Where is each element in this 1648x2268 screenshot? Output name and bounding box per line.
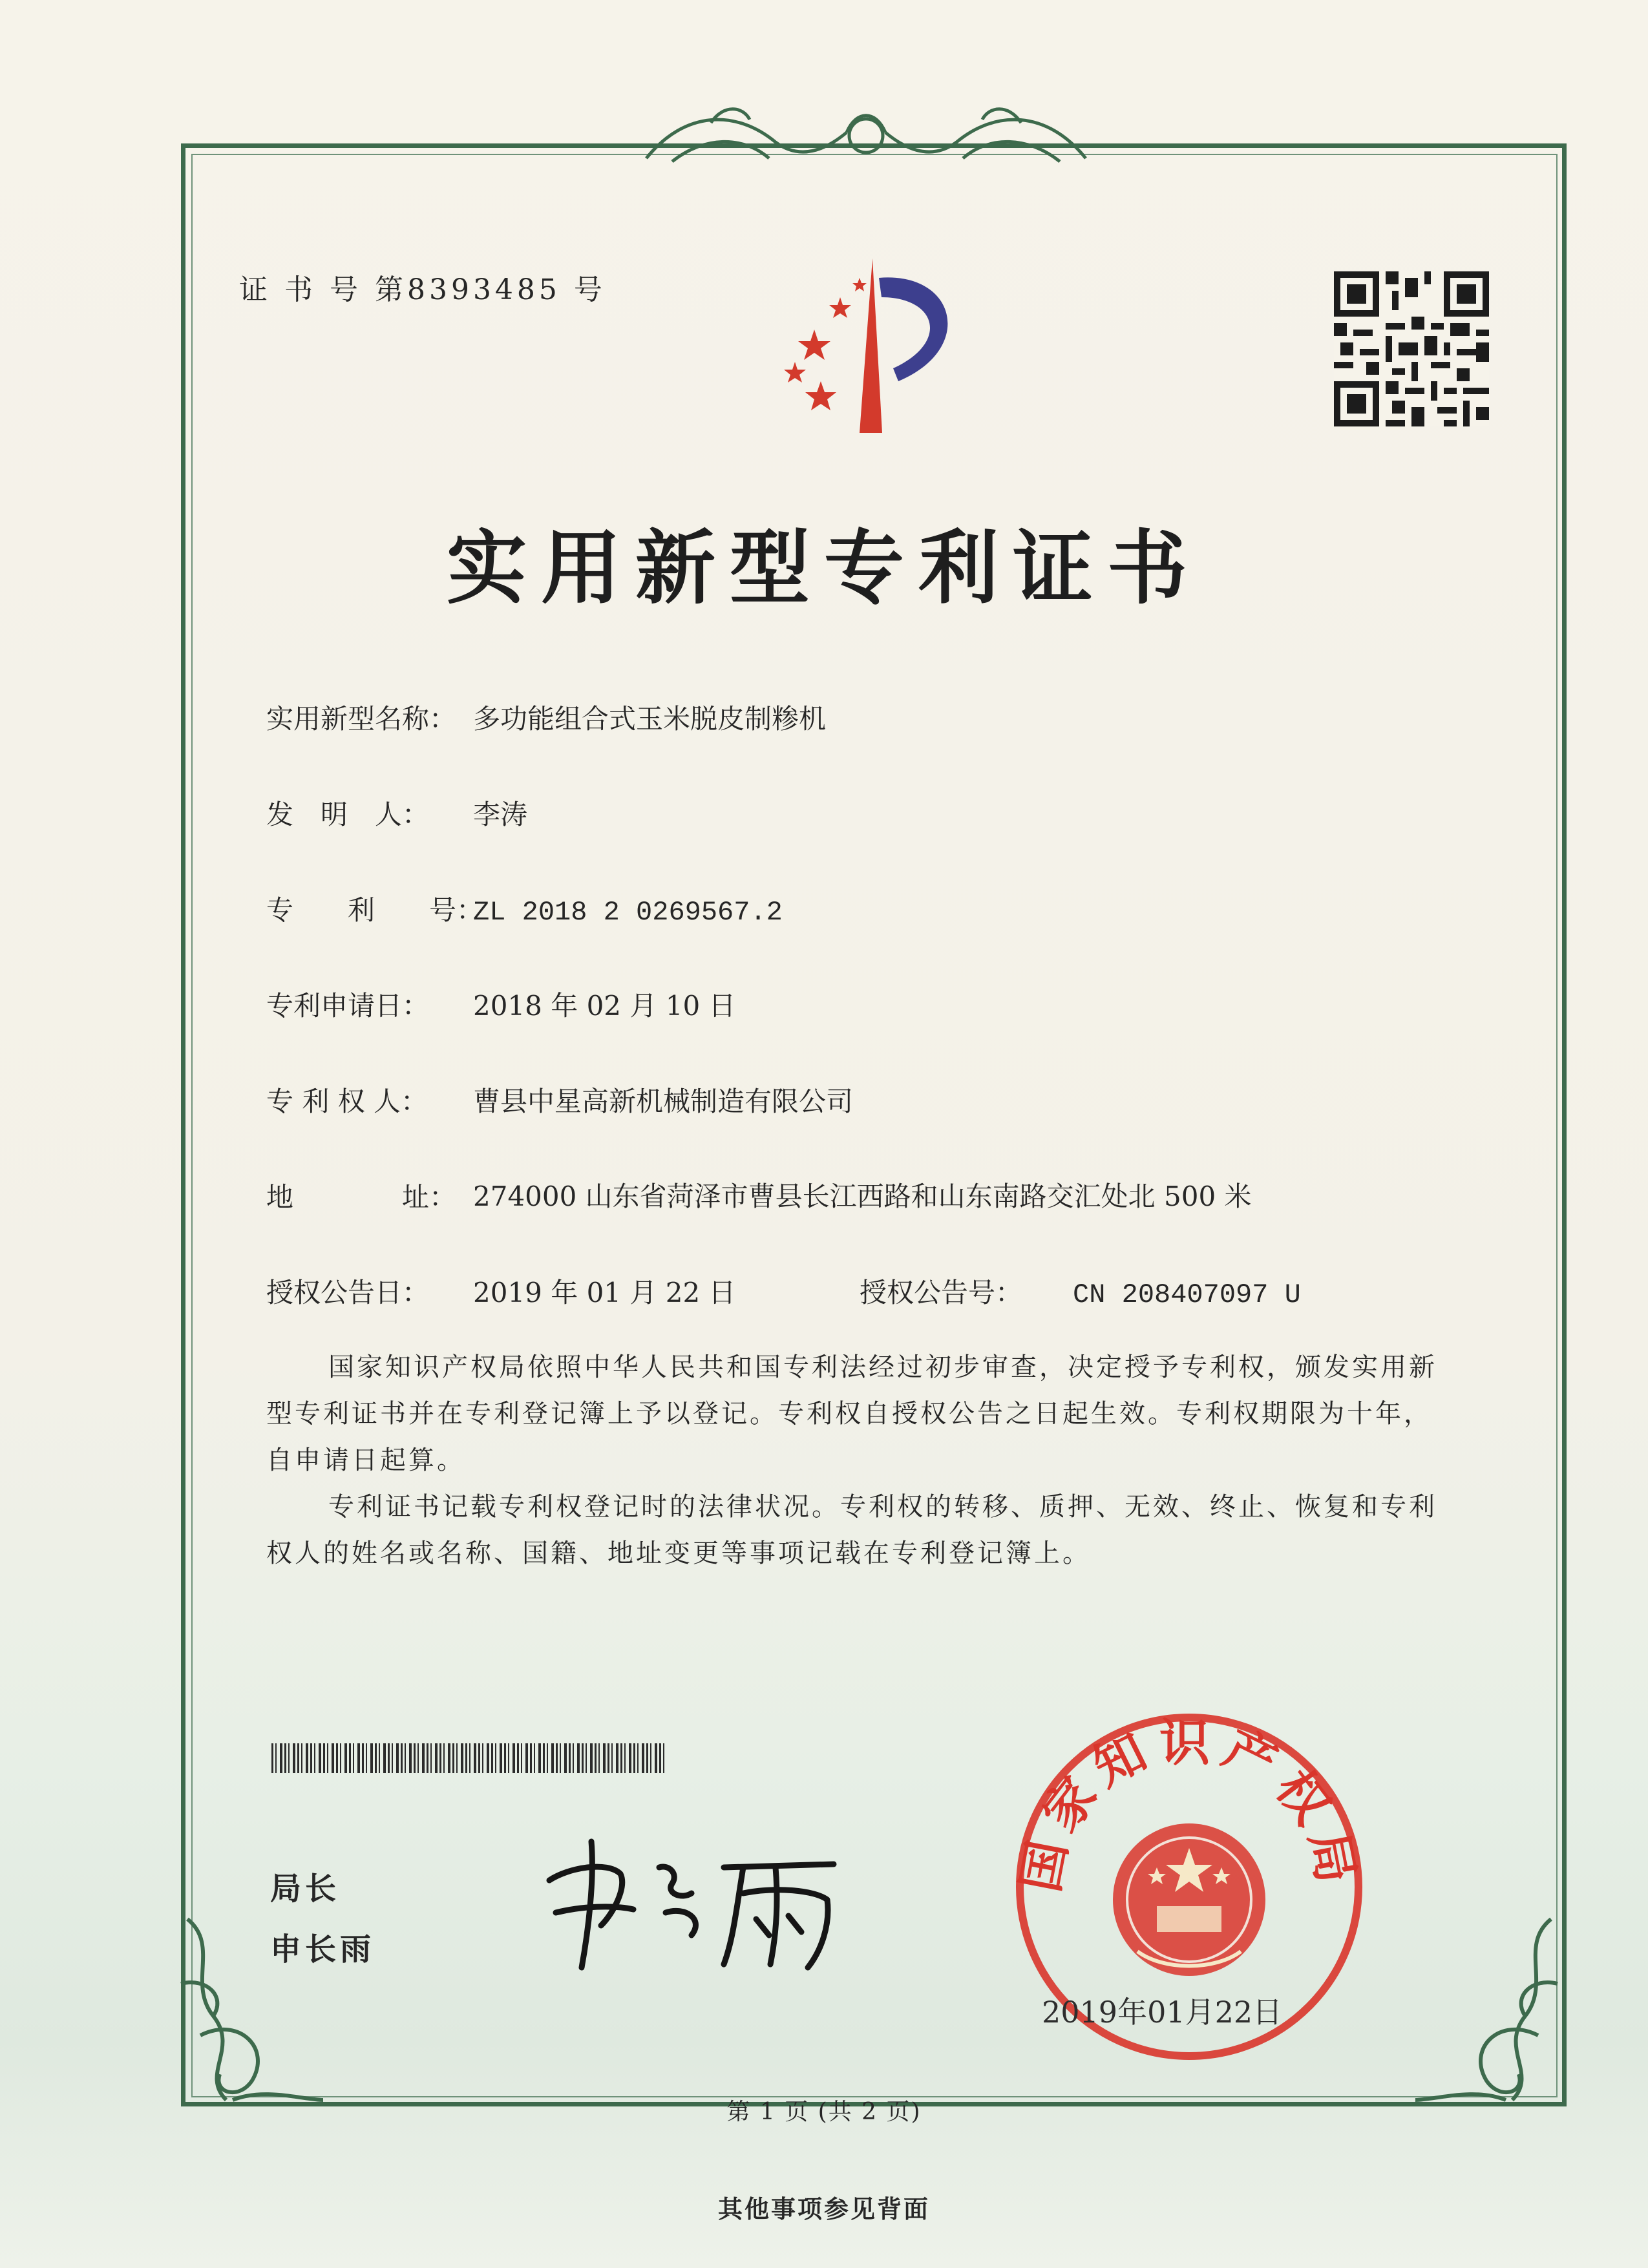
field-value: 2019 年 01 月 22 日 — [473, 1277, 736, 1308]
field-grant-date — [266, 1272, 736, 1310]
field-value: 李涛 — [473, 799, 528, 830]
seal-date: 2019年01月22日 — [1042, 1995, 1283, 2030]
page-number: 第 1 页 (共 2 页) — [726, 2099, 922, 2125]
barcode — [271, 1743, 667, 1773]
director-signature — [530, 1829, 866, 1977]
field-inventor — [266, 793, 527, 832]
field-patent-number — [266, 889, 783, 928]
director-title: 局长 — [270, 1871, 341, 1907]
field-label: 专利申请日： — [266, 990, 430, 1022]
certificate-number: 证 书 号 第8393485 号 — [239, 273, 606, 306]
field-utility-model-name — [266, 698, 826, 737]
field-value: CN 208407097 U — [1073, 1279, 1301, 1310]
bottom-right-ornament — [1409, 1906, 1577, 2113]
body-paragraph-1: 国家知识产权局依照中华人民共和国专利法经过初步审查，决定授予专利权，颁发实用新型专利证书并在专利登记簿上予以登记。专利权自授权公告之日起生效。专利权期限为十年，自申请日起算。 — [266, 1352, 1437, 1475]
qr-code — [1334, 271, 1489, 426]
field-label: 实用新型名称： — [266, 703, 457, 735]
field-label: 专 利 号： — [266, 894, 484, 926]
director-name: 申长雨 — [270, 1931, 375, 1968]
field-label: 地 址： — [266, 1181, 457, 1213]
certificate-title: 实用新型专利证书 — [446, 521, 1201, 615]
field-value: 274000 山东省菏泽市曹县长江西路和山东南路交汇处北 500 米 — [473, 1181, 1252, 1212]
field-label: 发 明 人： — [266, 799, 430, 830]
field-label: 授权公告号： — [860, 1277, 1023, 1308]
seal-text: 国家知识产权局 — [1011, 1714, 1367, 1897]
field-value: 多功能组合式玉米脱皮制糁机 — [473, 703, 827, 735]
top-ornament — [633, 97, 1099, 181]
field-patentee — [266, 1080, 853, 1119]
field-label: 专 利 权 人： — [266, 1086, 428, 1117]
cnipa-logo — [743, 252, 989, 439]
field-grant-number — [860, 1272, 1301, 1310]
field-value: 曹县中星高新机械制造有限公司 — [473, 1086, 854, 1117]
field-value: ZL 2018 2 0269567.2 — [473, 897, 783, 928]
body-paragraph-2: 专利证书记载专利权登记时的法律状况。专利权的转移、质押、无效、终止、恢复和专利权人的姓名或名称、国籍、地址变更等事项记载在专利登记簿上。 — [266, 1492, 1437, 1568]
field-address — [266, 1176, 1281, 1217]
field-value: 2018 年 02 月 10 日 — [473, 990, 736, 1022]
footer-note: 其他事项参见背面 — [717, 2194, 930, 2223]
field-label: 授权公告日： — [266, 1277, 430, 1308]
field-filing-date — [266, 985, 736, 1024]
